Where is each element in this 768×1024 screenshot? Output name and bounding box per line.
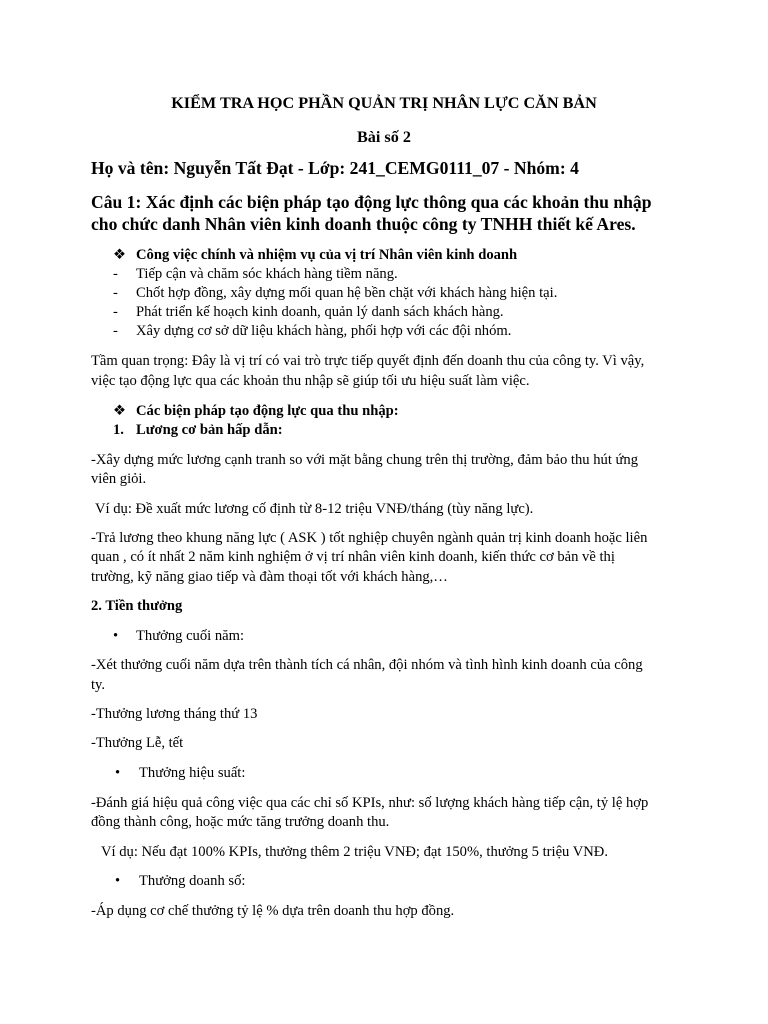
subheading-base-salary: Lương cơ bản hấp dẫn:: [136, 422, 283, 438]
importance-line-1: Tầm quan trọng: Đây là vị trí có vai trò trực tiếp quyết định đến doanh thu của công ty. Vì vậy,: [91, 353, 645, 369]
salary-p2-line-3: trường, kỹ năng giao tiếp và đàm thoại tốt với khách hàng,…: [91, 569, 448, 585]
bullet-icon: •: [115, 873, 121, 889]
question-line-2: cho chức danh Nhân viên kinh doanh thuộc công ty TNHH thiết kế Ares.: [91, 214, 636, 234]
bullet-icon: •: [113, 628, 119, 644]
document-subtitle: Bài số 2: [357, 128, 411, 146]
bonus-heading: 2. Tiền thưởng: [91, 598, 183, 614]
performance-example: Ví dụ: Nếu đạt 100% KPIs, thưởng thêm 2 triệu VNĐ; đạt 150%, thưởng 5 triệu VNĐ.: [101, 844, 608, 860]
salary-p1-line-2: viên giỏi.: [91, 471, 147, 487]
dash-marker: -: [113, 285, 118, 301]
list-item: Tiếp cận và chăm sóc khách hàng tiềm năng.: [136, 266, 398, 282]
performance-line-1: -Đánh giá hiệu quả công việc qua các chỉ số KPIs, như: số lượng khách hàng tiếp cận, tỷ lệ hợp: [91, 795, 649, 811]
section1-heading: Công việc chính và nhiệm vụ của vị trí Nhân viên kinh doanh: [136, 247, 518, 263]
year-end-line-1: -Xét thưởng cuối năm dựa trên thành tích cá nhân, đội nhóm và tình hình kinh doanh của công: [91, 657, 643, 673]
dash-marker: -: [113, 266, 118, 282]
section2-heading: Các biện pháp tạo động lực qua thu nhập:: [136, 403, 399, 419]
diamond-bullet-icon: ❖: [113, 403, 127, 419]
list-item: Phát triển kế hoạch kinh doanh, quản lý danh sách khách hàng.: [136, 304, 504, 320]
diamond-bullet-icon: ❖: [113, 247, 127, 263]
importance-line-2: việc tạo động lực qua các khoản thu nhập sẽ giúp tối ưu hiệu suất làm việc.: [91, 373, 530, 389]
salary-example: Ví dụ: Đề xuất mức lương cố định từ 8-12 triệu VNĐ/tháng (tùy năng lực).: [95, 501, 534, 517]
sales-line: -Áp dụng cơ chế thưởng tỷ lệ % dựa trên doanh thu hợp đồng.: [91, 903, 455, 919]
list-number: 1.: [113, 422, 124, 438]
bullet-icon: •: [115, 765, 121, 781]
bonus-sales: Thưởng doanh số:: [139, 873, 246, 889]
bonus-month-13: -Thưởng lương tháng thứ 13: [91, 706, 258, 722]
question-line-1: Câu 1: Xác định các biện pháp tạo động lực thông qua các khoản thu nhập: [91, 192, 652, 212]
list-item: Chốt hợp đồng, xây dựng mối quan hệ bền chặt với khách hàng hiện tại.: [136, 285, 558, 301]
dash-marker: -: [113, 304, 118, 320]
bonus-year-end: Thưởng cuối năm:: [136, 628, 245, 644]
dash-marker: -: [113, 323, 118, 339]
performance-line-2: đồng thành công, hoặc mức tăng trưởng doanh thu.: [91, 814, 390, 830]
document-title: KIỂM TRA HỌC PHẦN QUẢN TRỊ NHÂN LỰC CĂN BẢN: [171, 94, 597, 112]
salary-p1-line-1: -Xây dựng mức lương cạnh tranh so với mặt bằng chung trên thị trường, đảm bảo thu hút ứng: [91, 452, 639, 468]
bonus-holiday: -Thưởng Lễ, tết: [91, 735, 184, 751]
year-end-line-2: ty.: [91, 677, 106, 693]
bonus-performance: Thưởng hiệu suất:: [139, 765, 246, 781]
salary-p2-line-1: -Trả lương theo khung năng lực ( ASK ) tốt nghiệp chuyên ngành quản trị kinh doanh hoặc liên: [91, 530, 648, 546]
student-info: Họ và tên: Nguyễn Tất Đạt - Lớp: 241_CEMG0111_07 - Nhóm: 4: [91, 158, 579, 178]
list-item: Xây dựng cơ sở dữ liệu khách hàng, phối hợp với các đội nhóm.: [136, 323, 512, 339]
salary-p2-line-2: quan , có ít nhất 2 năm kinh nghiệm ở vị trí nhân viên kinh doanh, kiến thức cơ bản về thị: [91, 549, 615, 565]
